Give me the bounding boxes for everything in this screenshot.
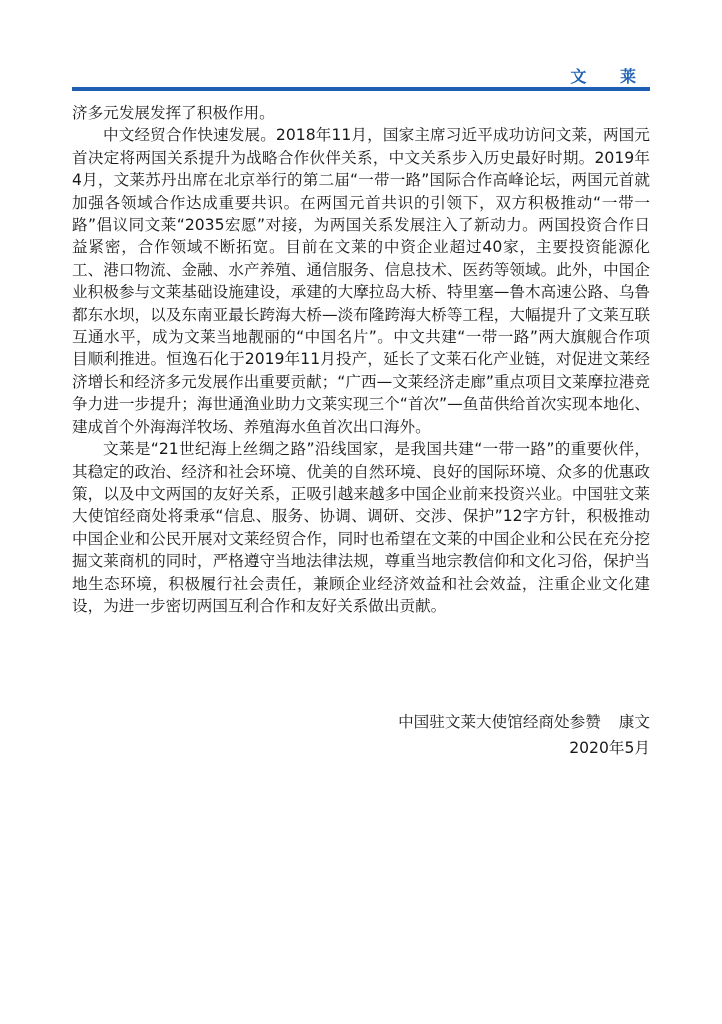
paragraph-continuation: 济多元发展发挥了积极作用。 [72, 104, 275, 122]
document-body [72, 102, 650, 617]
paragraph-partnership: 文莱是“21世纪海上丝绸之路”沿线国家，是我国共建“一带一路”的重要伙伴，其稳定的政治、经济和社会环境、优美的自然环境、良好的国际环境、众多的优惠政策，以及中文两国的友好关系，正吸引越来越多中国企业前来投资兴业。中国驻文莱大使馆经商处将秉承“信息、服务、协调、调研、交涉、保护”12字方针，积极推动中国企业和公民开展对文莱经贸合作，同时也希望在文莱的中国企业和公民在充分挖掘文莱商机的同时，严格遵守当地法律法规，尊重当地宗教信仰和文化习俗，保护当地生态环境，积极履行社会责任，兼顾企业经济效益和社会效益，注重企业文化建设，为进一步密切两国互利合作和友好关系做出贡献。 [72, 440, 650, 615]
signature-organization: 中国驻文莱大使馆经商处参赞 [398, 713, 601, 731]
signature-line [398, 709, 650, 735]
running-header-title: 文 莱 [570, 67, 650, 86]
signature-block [398, 709, 650, 761]
paragraph-trade-cooperation: 中文经贸合作快速发展。2018年11月，国家主席习近平成功访问文莱，两国元首决定将两国关系提升为战略合作伙伴关系，中文关系步入历史最好时期。2019年4月，文莱苏丹出席在北京举行的第二届“一带一路”国际合作高峰论坛，两国元首就加强各领域合作达成重要共识。在两国元首共识的引领下，双方积极推动“一带一路”倡议同文莱“2035宏愿”对接，为两国关系发展注入了新动力。两国投资合作日益紧密，合作领域不断拓宽。目前在文莱的中资企业超过40家，主要投资能源化工、港口物流、金融、水产养殖、通信服务、信息技术、医药等领域。此外，中国企业积极参与文莱基础设施建设，承建的大摩拉岛大桥、特里塞—鲁木高速公路、乌鲁都东水坝，以及东南亚最长跨海大桥—淡布隆跨海大桥等工程，大幅提升了文莱互联互通水平，成为文莱当地靓丽的“中国名片”。中文共建“一带一路”两大旗舰合作项目顺利推进。恒逸石化于2019年11月投产，延长了文莱石化产业链，对促进文莱经济增长和经济多元发展作出重要贡献；“广西—文莱经济走廊”重点项目文莱摩拉港竞争力进一步提升；海世通渔业助力文莱实现三个“首次”—鱼苗供给首次实现本地化、建成首个外海海洋牧场、养殖海水鱼首次出口海外。 [72, 126, 650, 436]
signature-date: 2020年5月 [569, 739, 650, 757]
signature-name: 康文 [618, 713, 650, 731]
header-rule [72, 87, 650, 91]
